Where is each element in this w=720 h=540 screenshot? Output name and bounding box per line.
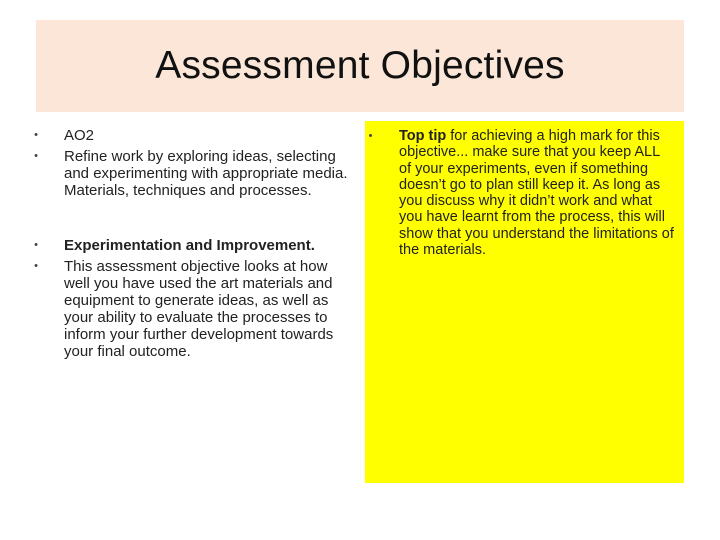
- bullet-icon: •: [34, 129, 38, 141]
- bullet-group-ao2: [30, 127, 348, 199]
- bullet-text-experimentation-body: This assessment objective looks at how well you have used the art materials and equipment to generate ideas, as well as your ability to evaluate the processes to inform your further development towards your final outcome.: [64, 258, 334, 360]
- bullet-item: [30, 237, 348, 254]
- top-tip-heading: Top tip: [399, 128, 447, 144]
- left-column: [30, 127, 348, 364]
- top-tip-list: [365, 121, 684, 258]
- bullet-item: [30, 148, 348, 199]
- bullet-text-ao2: AO2: [64, 127, 95, 144]
- bullet-group-experimentation: [30, 237, 348, 360]
- bullet-icon: •: [34, 150, 38, 162]
- top-tip-text: for achieving a high mark for this objective... make sure that you keep ALL of your experiments, even if something doesn’t go to plan still keep it. As long as you discuss why it didn’t work and what you have learnt from the process, this will show that you understand the limitations of the materials.: [399, 128, 674, 259]
- top-tip-box: [365, 121, 684, 483]
- bullet-icon: •: [34, 260, 38, 272]
- bullet-icon: •: [34, 239, 38, 251]
- bullet-item: [30, 127, 348, 144]
- bullet-item: [30, 258, 348, 360]
- title-band: [36, 20, 684, 112]
- slide-title: Assessment Objectives: [155, 44, 565, 87]
- bullet-text-experimentation-heading: Experimentation and Improvement.: [64, 237, 315, 254]
- bullet-text-refine: Refine work by exploring ideas, selecting and experimenting with appropriate media. Materials, techniques and processes.: [64, 148, 348, 199]
- bullet-item: [365, 128, 674, 258]
- bullet-icon: •: [368, 130, 373, 142]
